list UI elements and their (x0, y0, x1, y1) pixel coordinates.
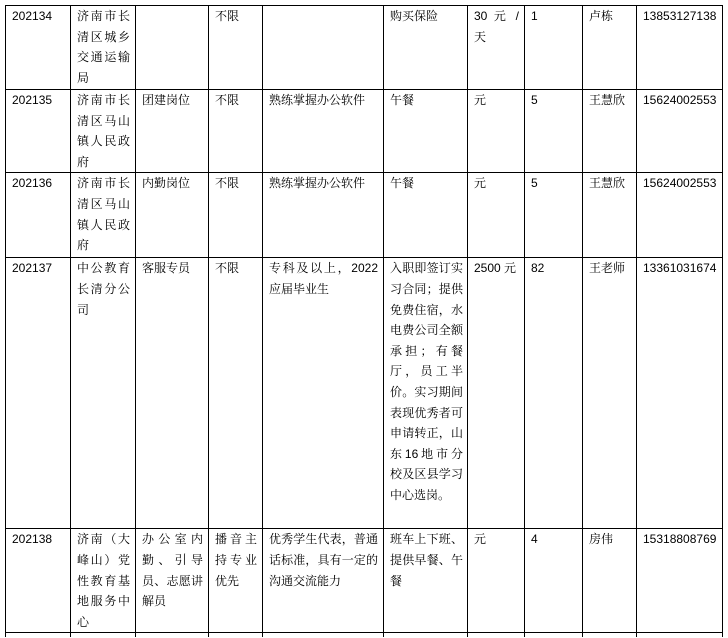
cell-major: 播音主持专业优先 (209, 529, 263, 633)
cell-headcount: 4 (525, 529, 583, 633)
cell-empty (525, 633, 583, 637)
cell-post-code: 202135 (6, 90, 71, 173)
cell-empty (136, 633, 209, 637)
cell-benefits: 班车上下班、提供早餐、午餐 (384, 529, 468, 633)
cell-phone: 15318808769 (637, 529, 723, 633)
cell-major: 不限 (209, 173, 263, 258)
cell-phone: 15624002553 (637, 90, 723, 173)
cell-empty (6, 633, 71, 637)
table-row (6, 6, 723, 90)
cell-empty (384, 633, 468, 637)
cell-benefits: 午餐 (384, 90, 468, 173)
cell-salary: 2500 元 (468, 258, 525, 529)
cell-position: 客服专员 (136, 258, 209, 529)
table-row (6, 90, 723, 173)
cell-post-code: 202137 (6, 258, 71, 529)
cell-benefits: 入职即签订实习合同；提供免费住宿，水电费公司全额承担；有餐厅，员工半价。实习期间表现优秀者可申请转正，山东16地市分校及区县学习中心选岗。 (384, 258, 468, 529)
cell-employer: 济南市长清区城乡交通运输局 (71, 6, 136, 90)
cell-phone: 13361031674 (637, 258, 723, 529)
cell-empty (71, 633, 136, 637)
cell-salary: 元 (468, 90, 525, 173)
cell-empty (583, 633, 637, 637)
cell-benefits: 购买保险 (384, 6, 468, 90)
cell-headcount: 82 (525, 258, 583, 529)
cell-phone: 13853127138 (637, 6, 723, 90)
cell-position (136, 6, 209, 90)
document-sheet (5, 5, 723, 637)
cell-major: 不限 (209, 90, 263, 173)
cell-salary: 30 元 / 天 (468, 6, 525, 90)
cell-benefits: 午餐 (384, 173, 468, 258)
cell-empty (468, 633, 525, 637)
cell-major: 不限 (209, 6, 263, 90)
cell-employer: 济南（大峰山）党性教育基地服务中心 (71, 529, 136, 633)
cell-requirements: 熟练掌握办公软件 (263, 173, 384, 258)
cell-requirements: 熟练掌握办公软件 (263, 90, 384, 173)
cell-contact-person: 王老师 (583, 258, 637, 529)
cell-salary: 元 (468, 529, 525, 633)
cell-requirements (263, 6, 384, 90)
cell-headcount: 1 (525, 6, 583, 90)
cell-headcount: 5 (525, 173, 583, 258)
cell-employer: 中公教育长清分公司 (71, 258, 136, 529)
cell-major: 不限 (209, 258, 263, 529)
table-row (6, 529, 723, 633)
cell-contact-person: 王慧欣 (583, 173, 637, 258)
cell-post-code: 202136 (6, 173, 71, 258)
cell-post-code: 202134 (6, 6, 71, 90)
table-row-partial (6, 633, 723, 637)
cell-phone: 15624002553 (637, 173, 723, 258)
cell-requirements: 专科及以上，2022应届毕业生 (263, 258, 384, 529)
cell-position: 办公室内勤、引导员、志愿讲解员 (136, 529, 209, 633)
cell-empty (637, 633, 723, 637)
cell-post-code: 202138 (6, 529, 71, 633)
cell-contact-person: 卢栋 (583, 6, 637, 90)
cell-employer: 济南市长清区马山镇人民政府 (71, 173, 136, 258)
cell-position: 团建岗位 (136, 90, 209, 173)
cell-position: 内勤岗位 (136, 173, 209, 258)
cell-employer: 济南市长清区马山镇人民政府 (71, 90, 136, 173)
table-row (6, 258, 723, 529)
cell-contact-person: 房伟 (583, 529, 637, 633)
cell-headcount: 5 (525, 90, 583, 173)
table-row (6, 173, 723, 258)
cell-requirements: 优秀学生代表，普通话标准，具有一定的沟通交流能力 (263, 529, 384, 633)
cell-empty (209, 633, 263, 637)
cell-contact-person: 王慧欣 (583, 90, 637, 173)
jobs-table (5, 5, 723, 637)
cell-salary: 元 (468, 173, 525, 258)
cell-empty (263, 633, 384, 637)
